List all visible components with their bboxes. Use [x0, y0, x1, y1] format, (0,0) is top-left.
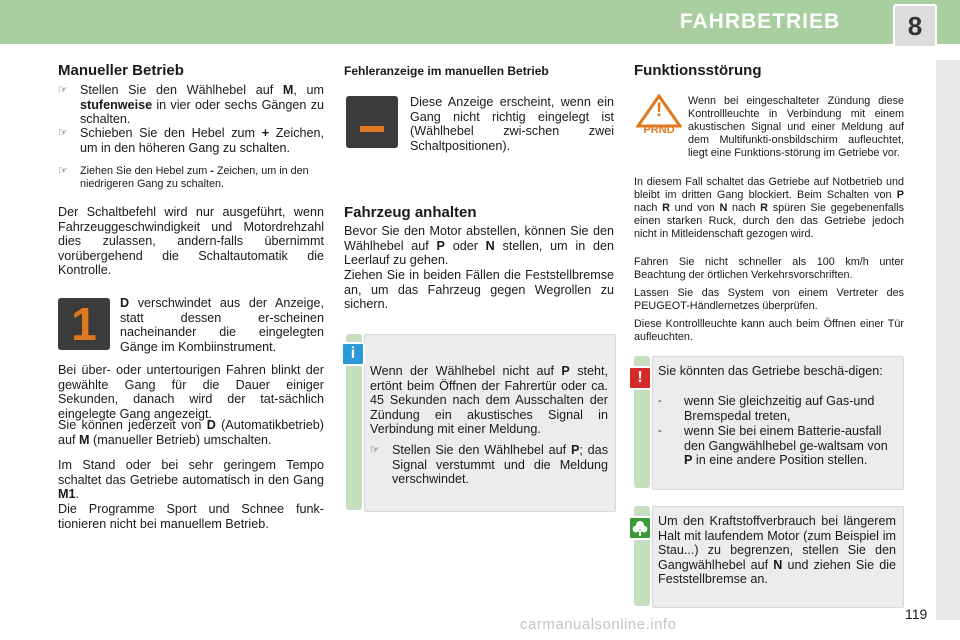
warning-triangle-icon: ! PRND — [636, 94, 682, 140]
pointer-icon: ☞ — [370, 444, 380, 456]
minus-segment — [360, 126, 384, 132]
bullet-item: ☞ Stellen Sie den Wählhebel auf P; das Signal verstummt und die Meldung verschwindet. — [370, 443, 608, 487]
bullet-item: ☞ Ziehen Sie den Hebel zum - Zeichen, um in den niedrigeren Gang zu schalten. — [58, 165, 309, 190]
section-heading-manual: Manueller Betrieb — [58, 62, 184, 79]
page-title: FAHRBETRIEB — [679, 10, 841, 33]
bullet-item: ☞ Stellen Sie den Wählhebel auf M, um stufenweise in vier oder sechs Gängen zu schalten. — [58, 83, 324, 127]
error-display-icon — [346, 96, 398, 148]
paragraph: Um den Kraftstoffverbrauch bei längerem Halt mit laufendem Motor (zum Beispiel im Stau...) zu begrenzen, stellen Sie den Gangwählhebel auf N und ziehen Sie die Feststellbremse an. — [658, 514, 896, 587]
chapter-number: 8 — [893, 4, 937, 48]
paragraph: Fahren Sie nicht schneller als 100 km/h unter Beachtung der örtlichen Verkehrsvorschriften. — [634, 256, 904, 281]
section-heading-stop: Fahrzeug anhalten — [344, 204, 477, 221]
exclamation-icon: ! — [628, 366, 652, 390]
paragraph: Wenn der Wählhebel nicht auf P steht, ertönt beim Öffnen der Fahrertür oder ca. 45 Sekunden nach dem Ausschalten der Zündung ein akustisches Signal in Verbindung mit einer Meldung. — [370, 364, 608, 437]
bullet-item: ☞ Schieben Sie den Hebel zum + Zeichen, um in den höheren Gang zu schalten. — [58, 126, 324, 155]
paragraph: Wenn bei eingeschalteter Zündung diese Kontrollleuchte in Verbindung mit einem akustischen Signal und einer Meldung auf dem Multifunkti-onsbildschirm aufleuchtet, liegt eine Funktions-störung im Getriebe vor. — [688, 95, 904, 159]
paragraph: Sie können jederzeit von D (Automatikbetrieb) auf M (manueller Betrieb) umschalten. — [58, 418, 325, 447]
paragraph: Die Programme Sport und Schnee funk-tionieren nicht bei manuellem Betrieb. — [58, 502, 324, 531]
pointer-icon: ☞ — [58, 165, 68, 177]
list-item: - wenn Sie gleichzeitig auf Gas-und Bremspedal treten, — [658, 394, 875, 423]
paragraph: Sie könnten das Getriebe beschä-digen: — [658, 364, 883, 378]
section-heading-error: Fehleranzeige im manuellen Betrieb — [344, 64, 549, 78]
paragraph: Diese Kontrollleuchte kann auch beim Öffnen einer Tür aufleuchten. — [634, 318, 904, 343]
page-number: 119 — [905, 606, 928, 622]
pointer-icon: ☞ — [58, 84, 68, 96]
paragraph: Lassen Sie das System von einem Vertreter des PEUGEOT-Händlernetzes überprüfen. — [634, 287, 904, 312]
paragraph: Bevor Sie den Motor abstellen, können Sie den Wählhebel auf P oder N stellen, um in den Leerlauf zu gehen. — [344, 224, 614, 268]
paragraph: Ziehen Sie in beiden Fällen die Feststellbremse an, um das Fahrzeug gegen Wegrollen zu sichern. — [344, 268, 614, 312]
pointer-icon: ☞ — [58, 127, 68, 139]
leaf-icon — [628, 516, 652, 540]
paragraph: Bei über- oder untertourigen Fahren blinkt der gewählte Gang für die Dauer einiger Sekunden, danach wird der tat-sächlich eingelegte Gang angezeigt. — [58, 363, 324, 421]
paragraph: In diesem Fall schaltet das Getriebe auf Notbetrieb und bleibt im dritten Gang blockiert. Beim Schalten von P nach R und von N nach R spüren Sie gegebenenfalls einen starken Ruck, durch den das Getriebe jedoch nicht in Mitleidenschaft gezogen wird. — [634, 176, 904, 240]
section-heading-fault: Funktionsstörung — [634, 62, 762, 79]
list-item: - wenn Sie bei einem Batterie-ausfall den Gangwählhebel ge-waltsam von P in eine andere Position stellen. — [658, 424, 888, 468]
paragraph: Im Stand oder bei sehr geringem Tempo schaltet das Getriebe automatisch in den Gang M1. — [58, 458, 324, 502]
side-tab — [936, 60, 960, 620]
info-icon: i — [341, 342, 365, 366]
gear-display-icon: 1 — [58, 298, 110, 350]
paragraph: D verschwindet aus der Anzeige, statt dessen er-scheinen nacheinander die eingelegten Gänge im Kombiinstrument. — [120, 296, 324, 354]
paragraph: Diese Anzeige erscheint, wenn ein Gang nicht richtig eingelegt ist (Wählhebel zwi-schen zwei Schaltpositionen). — [410, 95, 614, 153]
paragraph: Der Schaltbefehl wird nur ausgeführt, wenn Fahrzeuggeschwindigkeit und Motordrehzahl dies zulassen, andern-falls übernimmt vorübergehend die Schaltautomatik die Kontrolle. — [58, 205, 324, 278]
watermark-text: carmanualsonline.info — [520, 616, 677, 633]
